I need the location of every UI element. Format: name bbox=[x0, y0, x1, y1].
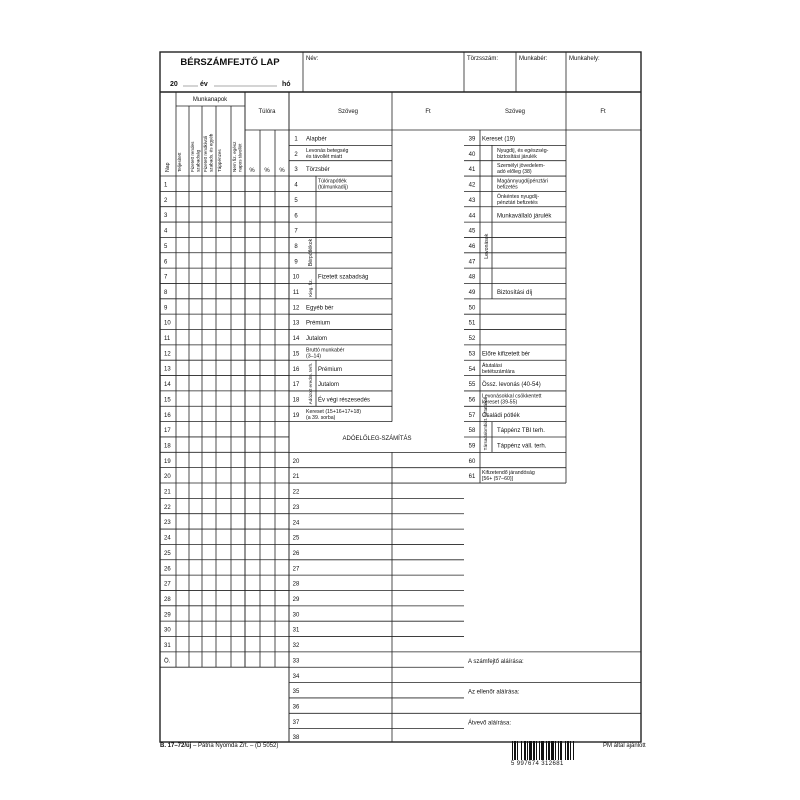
barcode-bar bbox=[521, 741, 522, 760]
right-row-label: Munkavállaló járulék bbox=[497, 213, 552, 220]
day-number: 31 bbox=[164, 643, 171, 649]
form-code-number: B. 17–72/új bbox=[160, 743, 192, 749]
mid-row-label: Egyéb bér bbox=[306, 305, 334, 312]
column-header-2: szabadság bbox=[195, 149, 201, 172]
mid-row-number: 4 bbox=[294, 182, 298, 189]
overtime-header: Túlóra bbox=[258, 109, 276, 115]
day-number: 15 bbox=[164, 397, 171, 404]
tax-row-number: 32 bbox=[292, 643, 300, 650]
mid-row-label: (túlmunkadíj) bbox=[318, 184, 348, 191]
barcode-bar bbox=[533, 741, 535, 760]
workdays-header: Munkanapok bbox=[192, 97, 228, 103]
mid-row-number: 6 bbox=[294, 213, 298, 220]
tax-row-number: 23 bbox=[292, 504, 300, 511]
tax-row-number: 20 bbox=[292, 458, 300, 465]
tax-row-number: 28 bbox=[292, 581, 300, 588]
day-number: 24 bbox=[164, 535, 171, 542]
mid-row-number: 10 bbox=[292, 274, 300, 281]
mid-row-number: 18 bbox=[292, 397, 300, 404]
mid-row-label: Prémium bbox=[306, 320, 331, 327]
day-number: 23 bbox=[164, 520, 171, 527]
day-number: 11 bbox=[164, 336, 171, 342]
day-number: 16 bbox=[164, 412, 171, 419]
right-row-number: 56 bbox=[468, 397, 476, 404]
right-row-number: 45 bbox=[468, 228, 476, 235]
barcode-bar bbox=[555, 741, 556, 760]
day-number: 22 bbox=[164, 504, 171, 511]
right-row-label: pénztári befizetés bbox=[497, 199, 538, 206]
mid-row-number: 9 bbox=[294, 259, 298, 266]
barcode-bar bbox=[546, 741, 547, 760]
tax-row-number: 22 bbox=[292, 489, 300, 496]
right-row-label: Személyi jövedelem- bbox=[497, 163, 545, 170]
right-row-label: Kifizetendő járandóság bbox=[482, 470, 535, 477]
publisher-text: – Pátria Nyomda Zrt. – (D 5052) bbox=[191, 743, 279, 749]
workplace-label: Munkahely: bbox=[569, 56, 600, 62]
barcode-bar bbox=[512, 741, 513, 760]
tax-row-number: 27 bbox=[292, 566, 300, 573]
mid-row-label: Jutalom bbox=[306, 336, 328, 343]
recommendation-text: PM által ajánlott bbox=[603, 743, 646, 749]
mid-row-number: 12 bbox=[292, 305, 300, 312]
right-row-number: 58 bbox=[468, 428, 476, 435]
right-row-number: 59 bbox=[468, 443, 476, 450]
right-ft-header: Ft bbox=[600, 109, 606, 115]
column-header-1: Teljesített bbox=[177, 152, 182, 172]
mid-row-label: Alapbér bbox=[306, 136, 327, 143]
barcode-bar bbox=[565, 741, 566, 760]
day-number: 1 bbox=[164, 182, 168, 189]
right-row-label: Levonásokkal csökkentett bbox=[482, 393, 542, 400]
right-row-label: Előre kifizetett bér bbox=[482, 351, 531, 358]
percent-label: % bbox=[264, 168, 270, 174]
mid-row-label: Fizetett szabadság bbox=[318, 274, 369, 281]
right-row-label: Átutalási bbox=[482, 362, 502, 369]
right-row-number: 60 bbox=[468, 458, 476, 465]
mid-row-label: (a 39. sorba) bbox=[306, 414, 336, 421]
day-number: 19 bbox=[164, 458, 171, 465]
right-row-label: Nyugdíj, és egészség- bbox=[497, 147, 549, 154]
day-number: 8 bbox=[164, 289, 168, 296]
barcode-bar bbox=[524, 741, 526, 760]
mid-row-number: 2 bbox=[294, 151, 298, 158]
tax-row-number: 21 bbox=[292, 474, 300, 481]
mid-row-label: Bruttó munkabér bbox=[306, 347, 345, 354]
right-row-number: 55 bbox=[468, 382, 476, 389]
year-label: év bbox=[200, 81, 208, 88]
day-number: Ö. bbox=[164, 658, 171, 665]
day-number: 9 bbox=[164, 305, 168, 312]
tax-row-number: 37 bbox=[292, 719, 300, 726]
day-number: 12 bbox=[164, 351, 171, 358]
day-number: 28 bbox=[164, 596, 171, 603]
year-prefix: 20 bbox=[170, 81, 178, 88]
right-row-number: 41 bbox=[468, 167, 476, 174]
column-header-5: napos távollét bbox=[237, 143, 243, 172]
right-row-label: [56+ (57–60)] bbox=[482, 476, 514, 483]
barcode-digits: 5 997674 312681 bbox=[511, 761, 564, 767]
day-number: 14 bbox=[164, 382, 171, 389]
mid-row-label: Év végi részesedés bbox=[318, 397, 371, 404]
tax-row-number: 30 bbox=[292, 612, 300, 619]
name-field-label: Név: bbox=[306, 56, 319, 62]
mid-row-label: Jutalom bbox=[318, 382, 340, 389]
right-row-number: 40 bbox=[468, 151, 476, 158]
day-number: 29 bbox=[164, 612, 171, 619]
signature-label: Az ellenőr aláírása: bbox=[468, 689, 520, 696]
tax-row-number: 25 bbox=[292, 535, 300, 542]
day-number: 20 bbox=[164, 474, 171, 481]
barcode-bar bbox=[567, 741, 569, 760]
signature-label: Átvevő aláírása: bbox=[468, 720, 512, 727]
mid-row-number: 15 bbox=[292, 351, 300, 358]
barcode-bar bbox=[536, 741, 537, 760]
tax-row-number: 35 bbox=[292, 689, 300, 696]
column-header-2: Fizetett rendes bbox=[190, 141, 195, 172]
tax-row-number: 24 bbox=[292, 520, 300, 527]
social-benefits-group: Társadalombizt. juttatások bbox=[483, 396, 488, 451]
registration-number-label: Törzsszám: bbox=[467, 56, 499, 62]
mid-text-header: Szöveg bbox=[337, 109, 359, 115]
right-row-number: 54 bbox=[468, 366, 476, 373]
mid-row-number: 13 bbox=[292, 320, 300, 327]
right-row-label: Össz. levonás (40-54) bbox=[482, 382, 541, 389]
month-label: hó bbox=[282, 81, 291, 88]
tax-row-number: 36 bbox=[292, 704, 300, 711]
barcode-bar bbox=[551, 741, 554, 760]
day-number: 30 bbox=[164, 627, 171, 634]
form-code bbox=[160, 743, 278, 749]
day-number: 2 bbox=[164, 197, 168, 204]
day-number: 6 bbox=[164, 259, 168, 266]
right-text-header: Szöveg bbox=[504, 109, 526, 115]
day-number: 26 bbox=[164, 566, 171, 573]
barcode-bar bbox=[539, 741, 540, 760]
day-number: 4 bbox=[164, 228, 168, 235]
percent-label: % bbox=[279, 168, 285, 174]
right-row-number: 46 bbox=[468, 243, 476, 250]
day-header: Nap bbox=[165, 162, 171, 172]
barcode-bar bbox=[527, 741, 528, 760]
right-row-label: Biztosítási díj bbox=[497, 290, 533, 296]
signature-label: A számfejtő aláírása: bbox=[468, 658, 524, 665]
tax-row-number: 29 bbox=[292, 597, 300, 603]
mid-row-number: 17 bbox=[292, 382, 300, 389]
right-row-label: Kereset (19) bbox=[482, 136, 516, 143]
day-number: 10 bbox=[164, 320, 171, 327]
right-row-number: 53 bbox=[468, 351, 476, 358]
day-number: 13 bbox=[164, 366, 171, 373]
right-row-label: Családi pótlék bbox=[482, 412, 520, 419]
column-header-5: Nem fiz. egész bbox=[232, 141, 237, 172]
tax-row-number: 26 bbox=[292, 550, 300, 557]
day-number: 18 bbox=[164, 443, 171, 450]
mid-row-label: Levonás betegség bbox=[306, 147, 349, 154]
mid-row-label: Prémium bbox=[318, 366, 343, 373]
mid-row-number: 1 bbox=[294, 136, 298, 143]
right-row-number: 50 bbox=[468, 305, 476, 312]
mid-row-label: Kereset (15+16+17+18) bbox=[306, 408, 361, 415]
column-header-4: Táppénzes bbox=[217, 149, 222, 172]
tax-advance-title: ADÓELŐLEG-SZÁMÍTÁS bbox=[342, 436, 412, 442]
day-number: 5 bbox=[164, 243, 168, 250]
mid-row-number: 7 bbox=[294, 228, 298, 235]
barcode-bar bbox=[548, 741, 550, 760]
percent-label: % bbox=[249, 168, 255, 174]
column-header-3: Fizetett rendkívüli bbox=[203, 136, 208, 172]
day-number: 7 bbox=[164, 274, 168, 281]
day-number: 3 bbox=[164, 213, 168, 220]
right-row-number: 57 bbox=[468, 412, 476, 419]
supplementary-pay-group: Kieg. fiz. bbox=[308, 279, 313, 297]
right-row-label: Önkéntes nyugdíj- bbox=[497, 193, 540, 200]
mid-row-number: 5 bbox=[294, 197, 298, 204]
right-row-number: 47 bbox=[468, 259, 476, 266]
form-title: BÉRSZÁMFEJTŐ LAP bbox=[180, 57, 280, 68]
tax-row-number: 31 bbox=[292, 627, 300, 634]
wage-label: Munkabér: bbox=[519, 56, 548, 62]
mid-ft-header: Ft bbox=[425, 109, 431, 115]
right-row-number: 52 bbox=[468, 336, 476, 343]
right-row-number: 48 bbox=[468, 274, 476, 281]
wage-supplements-group: Bérpótlékok bbox=[308, 238, 314, 267]
column-header-3: szabads. és egyéb bbox=[208, 133, 214, 172]
right-row-label: befizetés bbox=[497, 184, 518, 191]
mid-row-label: Törzsbér bbox=[306, 167, 330, 174]
right-row-label: biztosítási járulék bbox=[497, 153, 537, 160]
right-row-number: 49 bbox=[468, 290, 476, 296]
right-row-number: 61 bbox=[468, 474, 476, 481]
mid-row-number: 11 bbox=[292, 290, 300, 296]
day-number: 17 bbox=[164, 428, 171, 435]
mid-row-number: 3 bbox=[294, 167, 298, 174]
day-number: 25 bbox=[164, 550, 171, 557]
right-row-number: 51 bbox=[468, 320, 476, 327]
tax-row-number: 38 bbox=[292, 735, 300, 742]
mid-row-label: Túlórapótlék bbox=[318, 178, 347, 185]
tax-row-number: 33 bbox=[292, 658, 300, 665]
barcode-bar bbox=[517, 741, 518, 760]
deductions-group: Levonások bbox=[484, 233, 490, 259]
mid-row-label: (3–14) bbox=[306, 353, 321, 360]
right-row-number: 42 bbox=[468, 182, 476, 189]
right-row-label: kereset (39-55) bbox=[482, 399, 518, 406]
mid-row-label: és távollét miatt bbox=[306, 153, 343, 160]
mid-row-number: 16 bbox=[292, 366, 300, 373]
right-row-label: adó előleg (38) bbox=[497, 169, 532, 176]
barcode-bar bbox=[514, 741, 516, 760]
barcode-bar bbox=[541, 741, 544, 760]
taxed-profit-group: Adózott eredm. terh. bbox=[308, 362, 313, 405]
right-row-label: Táppénz váll. terh. bbox=[497, 443, 547, 450]
right-row-number: 43 bbox=[468, 197, 476, 204]
barcode-bar bbox=[560, 741, 562, 760]
barcode-bar bbox=[570, 741, 571, 760]
right-row-number: 39 bbox=[468, 136, 476, 143]
right-row-label: Táppénz TBI terh. bbox=[497, 428, 545, 435]
barcode-bar bbox=[573, 741, 574, 760]
barcode-image bbox=[511, 741, 601, 761]
right-row-label: Magánnyugdíjpénztári bbox=[497, 178, 549, 185]
mid-row-number: 19 bbox=[292, 412, 300, 419]
day-number: 27 bbox=[164, 581, 171, 588]
mid-row-number: 14 bbox=[292, 336, 300, 343]
barcode-bar bbox=[558, 741, 559, 760]
day-number: 21 bbox=[164, 489, 171, 496]
barcode-bar bbox=[529, 741, 532, 760]
right-row-number: 44 bbox=[468, 213, 476, 220]
tax-row-number: 34 bbox=[292, 673, 300, 680]
right-row-label: betétszámlára bbox=[482, 368, 515, 375]
mid-row-number: 8 bbox=[294, 243, 298, 250]
